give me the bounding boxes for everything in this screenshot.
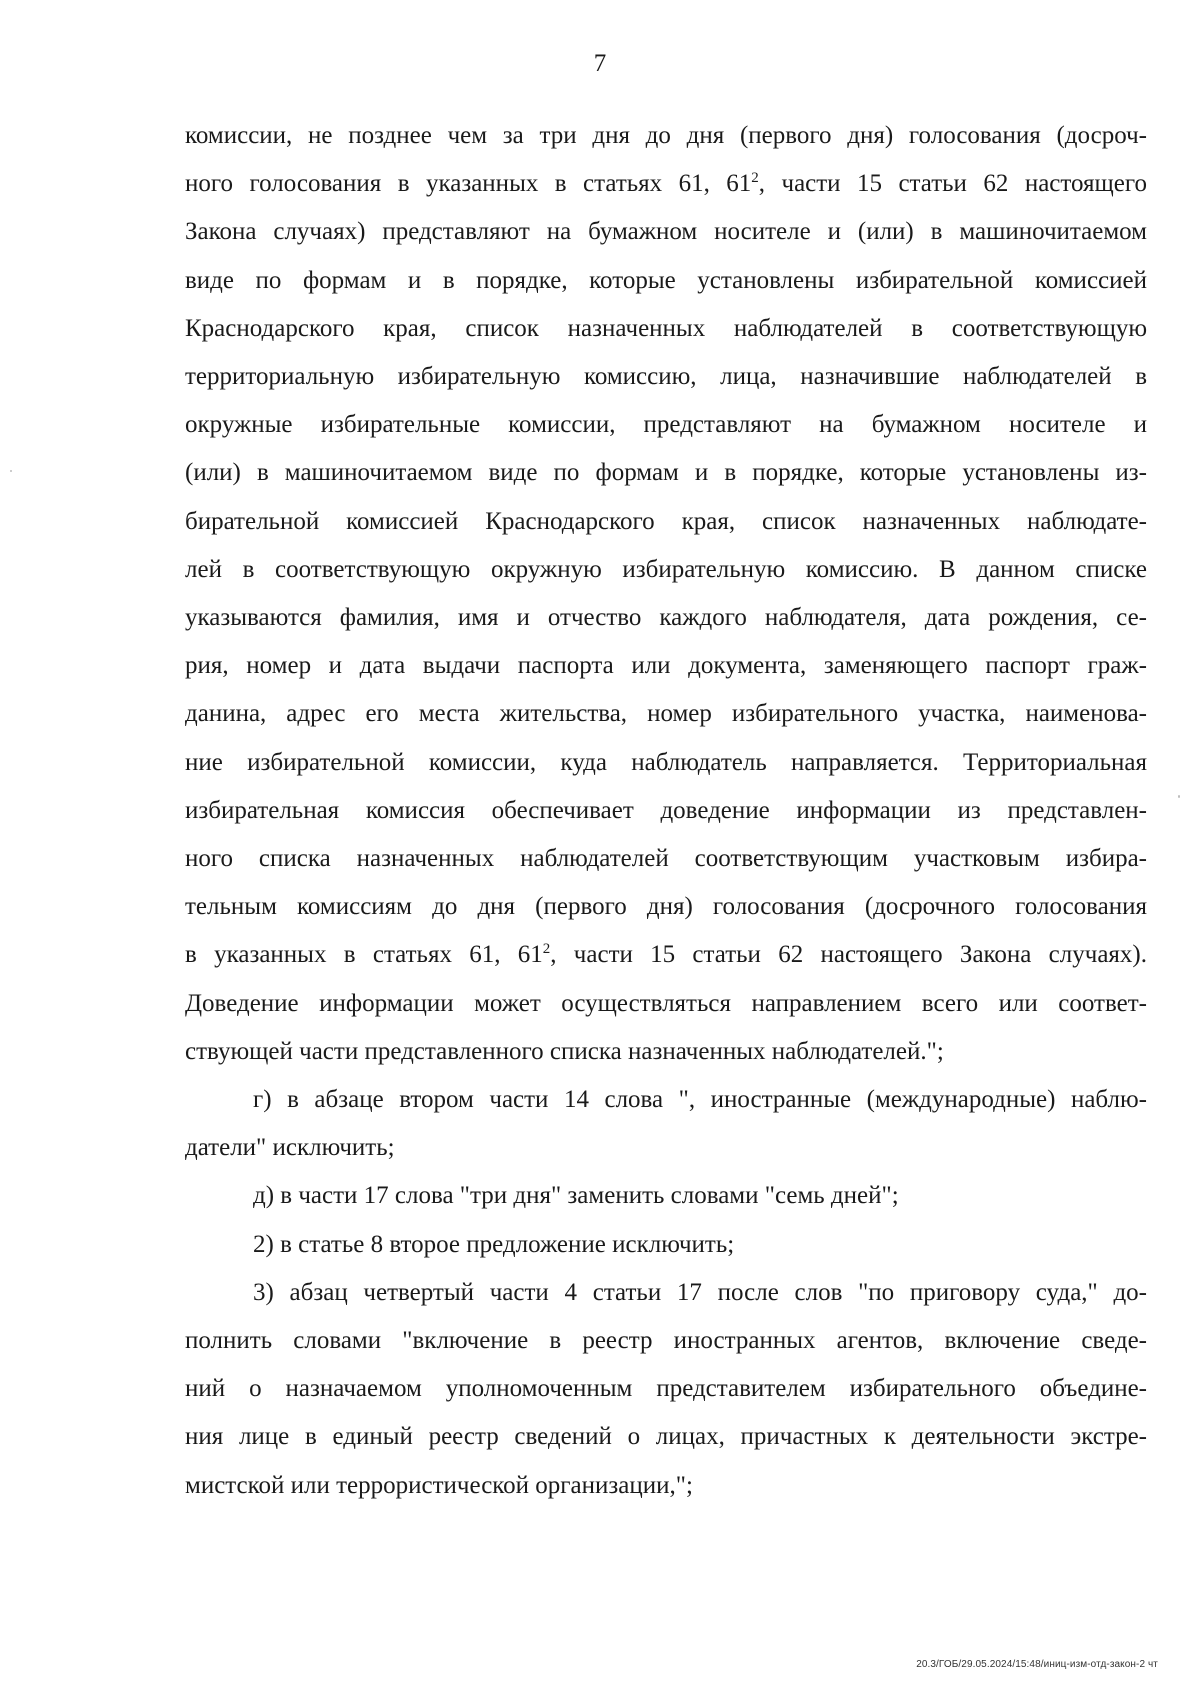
text-line: виде по формам и в порядке, которые установлены избирательной комиссией (185, 266, 1147, 294)
text-line: окружные избирательные комиссии, представляют на бумажном носителе и (185, 411, 1147, 439)
paragraph-observers-list (185, 112, 1147, 1076)
text-line: датели" исключить; (185, 1134, 395, 1162)
text-line: д) в части 17 слова "три дня" заменить словами "семь дней"; (253, 1182, 899, 1210)
text-line: данина, адрес его места жительства, номер избирательного участка, наименова- (185, 700, 1147, 728)
text-line: (или) в машиночитаемом виде по формам и в порядке, которые установлены из- (185, 459, 1147, 487)
scan-speck (1178, 795, 1180, 798)
text-line: территориальную избирательную комиссию, лица, назначившие наблюдателей в (185, 363, 1147, 391)
paragraph-item-2 (185, 1221, 1147, 1269)
text-line: 2) в статье 8 второе предложение исключить; (253, 1230, 735, 1258)
document-body (185, 112, 1147, 1510)
text-line: комиссии, не позднее чем за три дня до дня (первого дня) голосования (досроч- (185, 122, 1147, 149)
text-line: бирательной комиссией Краснодарского края, список назначенных наблюдате- (185, 507, 1147, 535)
paragraph-item-g (185, 1076, 1147, 1172)
text-line: ний о назначаемом уполномоченным представителем избирательного объедине- (185, 1375, 1147, 1403)
paragraph-item-d (185, 1172, 1147, 1220)
text-line: указываются фамилия, имя и отчество каждого наблюдателя, дата рождения, се- (185, 604, 1147, 632)
text-line: г) в абзаце втором части 14 слова ", иностранные (международные) наблю- (253, 1086, 1147, 1114)
text-line: 3) абзац четвертый части 4 статьи 17 после слов "по приговору суда," до- (253, 1278, 1147, 1306)
scan-speck (10, 470, 12, 472)
text-line: полнить словами "включение в реестр иностранных агентов, включение сведе- (185, 1327, 1147, 1355)
text-fragment: , части 15 статьи 62 настоящего Закона случаях). (550, 941, 1147, 969)
text-fragment: в указанных в статьях 61, 61 (185, 941, 543, 969)
text-line: ствующей части представленного списка назначенных наблюдателей."; (185, 1037, 944, 1065)
text-line: Краснодарского края, список назначенных наблюдателей в соответствующую (185, 314, 1147, 342)
text-line (185, 160, 1147, 208)
text-line: Доведение информации может осуществляться направлением всего или соответ- (185, 989, 1147, 1017)
text-line: ния лице в единый реестр сведений о лицах, причастных к деятельности экстре- (185, 1423, 1147, 1451)
text-line: мистской или террористической организации,"; (185, 1471, 693, 1499)
footer-document-code: 20.3/ГОБ/29.05.2024/15:48/иниц-изм-отд-закон-2 чт (916, 1659, 1158, 1670)
paragraph-item-3 (185, 1269, 1147, 1510)
superscript: 2 (542, 941, 551, 958)
text-fragment: ного голосования в указанных в статьях 61, 61 (185, 170, 752, 198)
text-fragment: , части 15 статьи 62 настоящего (758, 170, 1147, 198)
text-line: ного списка назначенных наблюдателей соответствующим участковым избира- (185, 845, 1147, 873)
text-line (185, 931, 1147, 979)
text-line: избирательная комиссия обеспечивает доведение информации из представлен- (185, 796, 1147, 824)
superscript: 2 (751, 170, 759, 187)
text-line: рия, номер и дата выдачи паспорта или документа, заменяющего паспорт граж- (185, 652, 1147, 680)
page-number: 7 (593, 50, 607, 77)
text-line: лей в соответствующую окружную избирательную комиссию. В данном списке (185, 555, 1147, 583)
text-line: тельным комиссиям до дня (первого дня) голосования (досрочного голосования (185, 893, 1147, 921)
text-line: Закона случаях) представляют на бумажном носителе и (или) в машиночитаемом (185, 218, 1147, 246)
text-line: ние избирательной комиссии, куда наблюдатель направляется. Территориальная (185, 748, 1147, 776)
